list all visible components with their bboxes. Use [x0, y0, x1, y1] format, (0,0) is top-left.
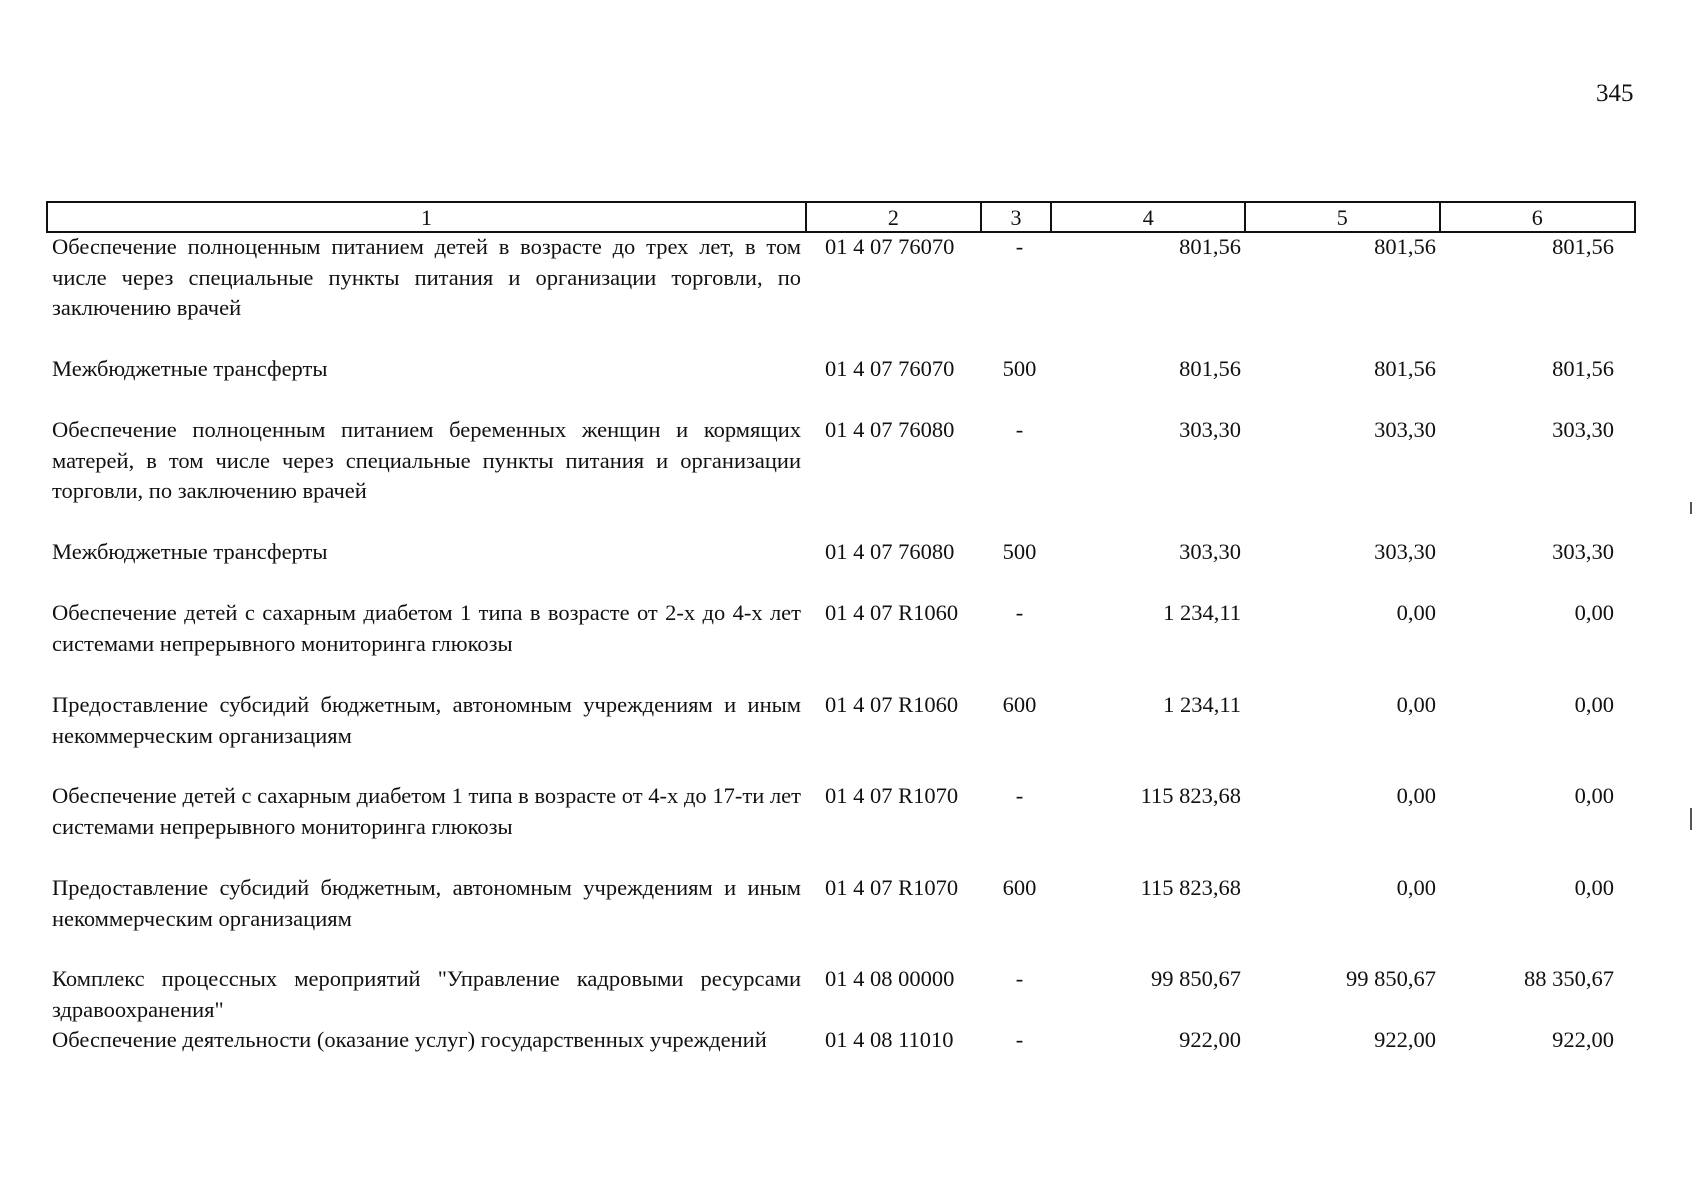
row-value-col5: 0,00: [1396, 783, 1436, 808]
row-code: 01 4 07 76070: [825, 234, 955, 259]
row-value-col5: 801,56: [1374, 356, 1436, 381]
table-header: [46, 201, 1636, 233]
header-col-5: 5: [1246, 203, 1441, 231]
row-value-col6: 0,00: [1574, 600, 1614, 625]
row-code: 01 4 07 76080: [825, 539, 955, 564]
header-col-6: 6: [1531, 205, 1543, 230]
row-value-col5: 0,00: [1396, 875, 1436, 900]
row-type: -: [1015, 966, 1024, 991]
row-name: Обеспечение деятельности (оказание услуг) государственных учреждений: [52, 1027, 767, 1052]
row-value-col5: 99 850,67: [1346, 966, 1436, 991]
row-code: 01 4 07 76070: [825, 356, 955, 381]
row-type: 600: [1002, 692, 1037, 717]
row-value-col4: 303,30: [1179, 539, 1241, 564]
row-value-col4: 1 234,11: [1163, 600, 1241, 625]
row-value-col6: 303,30: [1552, 539, 1614, 564]
row-type: 500: [1002, 356, 1037, 381]
header-col-3: 3: [982, 203, 1053, 231]
scan-edge-mark: [1690, 502, 1692, 514]
row-name: Комплекс процессных мероприятий "Управление кадровыми ресурсами здравоохранения": [52, 966, 801, 1022]
row-value-col4: 115 823,68: [1140, 783, 1241, 808]
row-name: Межбюджетные трансферты: [52, 356, 328, 381]
table-row: [46, 354, 1636, 415]
table-row: [46, 598, 1636, 690]
header-col-1: 1: [48, 203, 807, 231]
row-value-col5: 0,00: [1396, 600, 1436, 625]
page-number: 345: [1596, 80, 1634, 107]
row-code: 01 4 08 11010: [825, 1027, 954, 1052]
row-name: Предоставление субсидий бюджетным, автономным учреждениям и иным некоммерческим организациям: [52, 692, 801, 748]
row-type: -: [1015, 783, 1024, 808]
row-value-col6: 0,00: [1574, 783, 1614, 808]
row-type: -: [1015, 234, 1024, 259]
table-row: [46, 781, 1636, 873]
row-value-col5: 303,30: [1374, 539, 1436, 564]
row-value-col6: 88 350,67: [1524, 966, 1614, 991]
header-col-4: 4: [1052, 203, 1246, 231]
row-name: Предоставление субсидий бюджетным, автономным учреждениям и иным некоммерческим организациям: [52, 875, 801, 931]
row-value-col4: 303,30: [1179, 417, 1241, 442]
row-name: Обеспечение детей с сахарным диабетом 1 типа в возрасте от 2-х до 4-х лет системами непрерывного мониторинга глюкозы: [52, 600, 801, 656]
row-value-col6: 303,30: [1552, 417, 1614, 442]
table-row: [46, 232, 1636, 354]
row-value-col4: 801,56: [1179, 356, 1241, 381]
row-value-col6: 801,56: [1552, 234, 1614, 259]
row-value-col5: 801,56: [1374, 234, 1436, 259]
table-row: [46, 537, 1636, 598]
row-value-col6: 922,00: [1552, 1027, 1614, 1052]
table-body: [46, 232, 1636, 1086]
row-type: 600: [1002, 875, 1037, 900]
table-row: [46, 1025, 1636, 1086]
row-code: 01 4 07 R1070: [825, 783, 959, 808]
header-col-2: 2: [807, 203, 982, 231]
row-code: 01 4 07 76080: [825, 417, 955, 442]
table-row: [46, 873, 1636, 964]
row-value-col4: 801,56: [1179, 234, 1241, 259]
row-name: Обеспечение детей с сахарным диабетом 1 типа в возрасте от 4-х до 17-ти лет системами непрерывного мониторинга глюкозы: [52, 783, 801, 839]
row-value-col4: 99 850,67: [1151, 966, 1241, 991]
row-code: 01 4 07 R1070: [825, 875, 959, 900]
table-row: [46, 415, 1636, 537]
row-name: Межбюджетные трансферты: [52, 539, 328, 564]
row-value-col5: 0,00: [1396, 692, 1436, 717]
scan-edge-mark: [1690, 808, 1692, 830]
table-row: [46, 964, 1636, 1025]
row-name: Обеспечение полноценным питанием беременных женщин и кормящих матерей, в том числе через специальные пункты питания и организации торговли, по заключению врачей: [52, 417, 801, 503]
row-code: 01 4 07 R1060: [825, 692, 959, 717]
row-type: -: [1015, 1027, 1024, 1052]
row-value-col4: 922,00: [1179, 1027, 1241, 1052]
row-value-col4: 1 234,11: [1163, 692, 1241, 717]
row-code: 01 4 08 00000: [825, 966, 955, 991]
row-name: Обеспечение полноценным питанием детей в возрасте до трех лет, в том числе через специальные пункты питания и организации торговли, по заключению врачей: [52, 234, 801, 320]
row-value-col6: 801,56: [1552, 356, 1614, 381]
row-value-col6: 0,00: [1574, 875, 1614, 900]
row-type: 500: [1002, 539, 1037, 564]
row-value-col5: 922,00: [1374, 1027, 1436, 1052]
table-row: [46, 690, 1636, 781]
row-value-col4: 115 823,68: [1140, 875, 1241, 900]
row-value-col6: 0,00: [1574, 692, 1614, 717]
row-value-col5: 303,30: [1374, 417, 1436, 442]
row-code: 01 4 07 R1060: [825, 600, 959, 625]
row-type: -: [1015, 417, 1024, 442]
row-type: -: [1015, 600, 1024, 625]
